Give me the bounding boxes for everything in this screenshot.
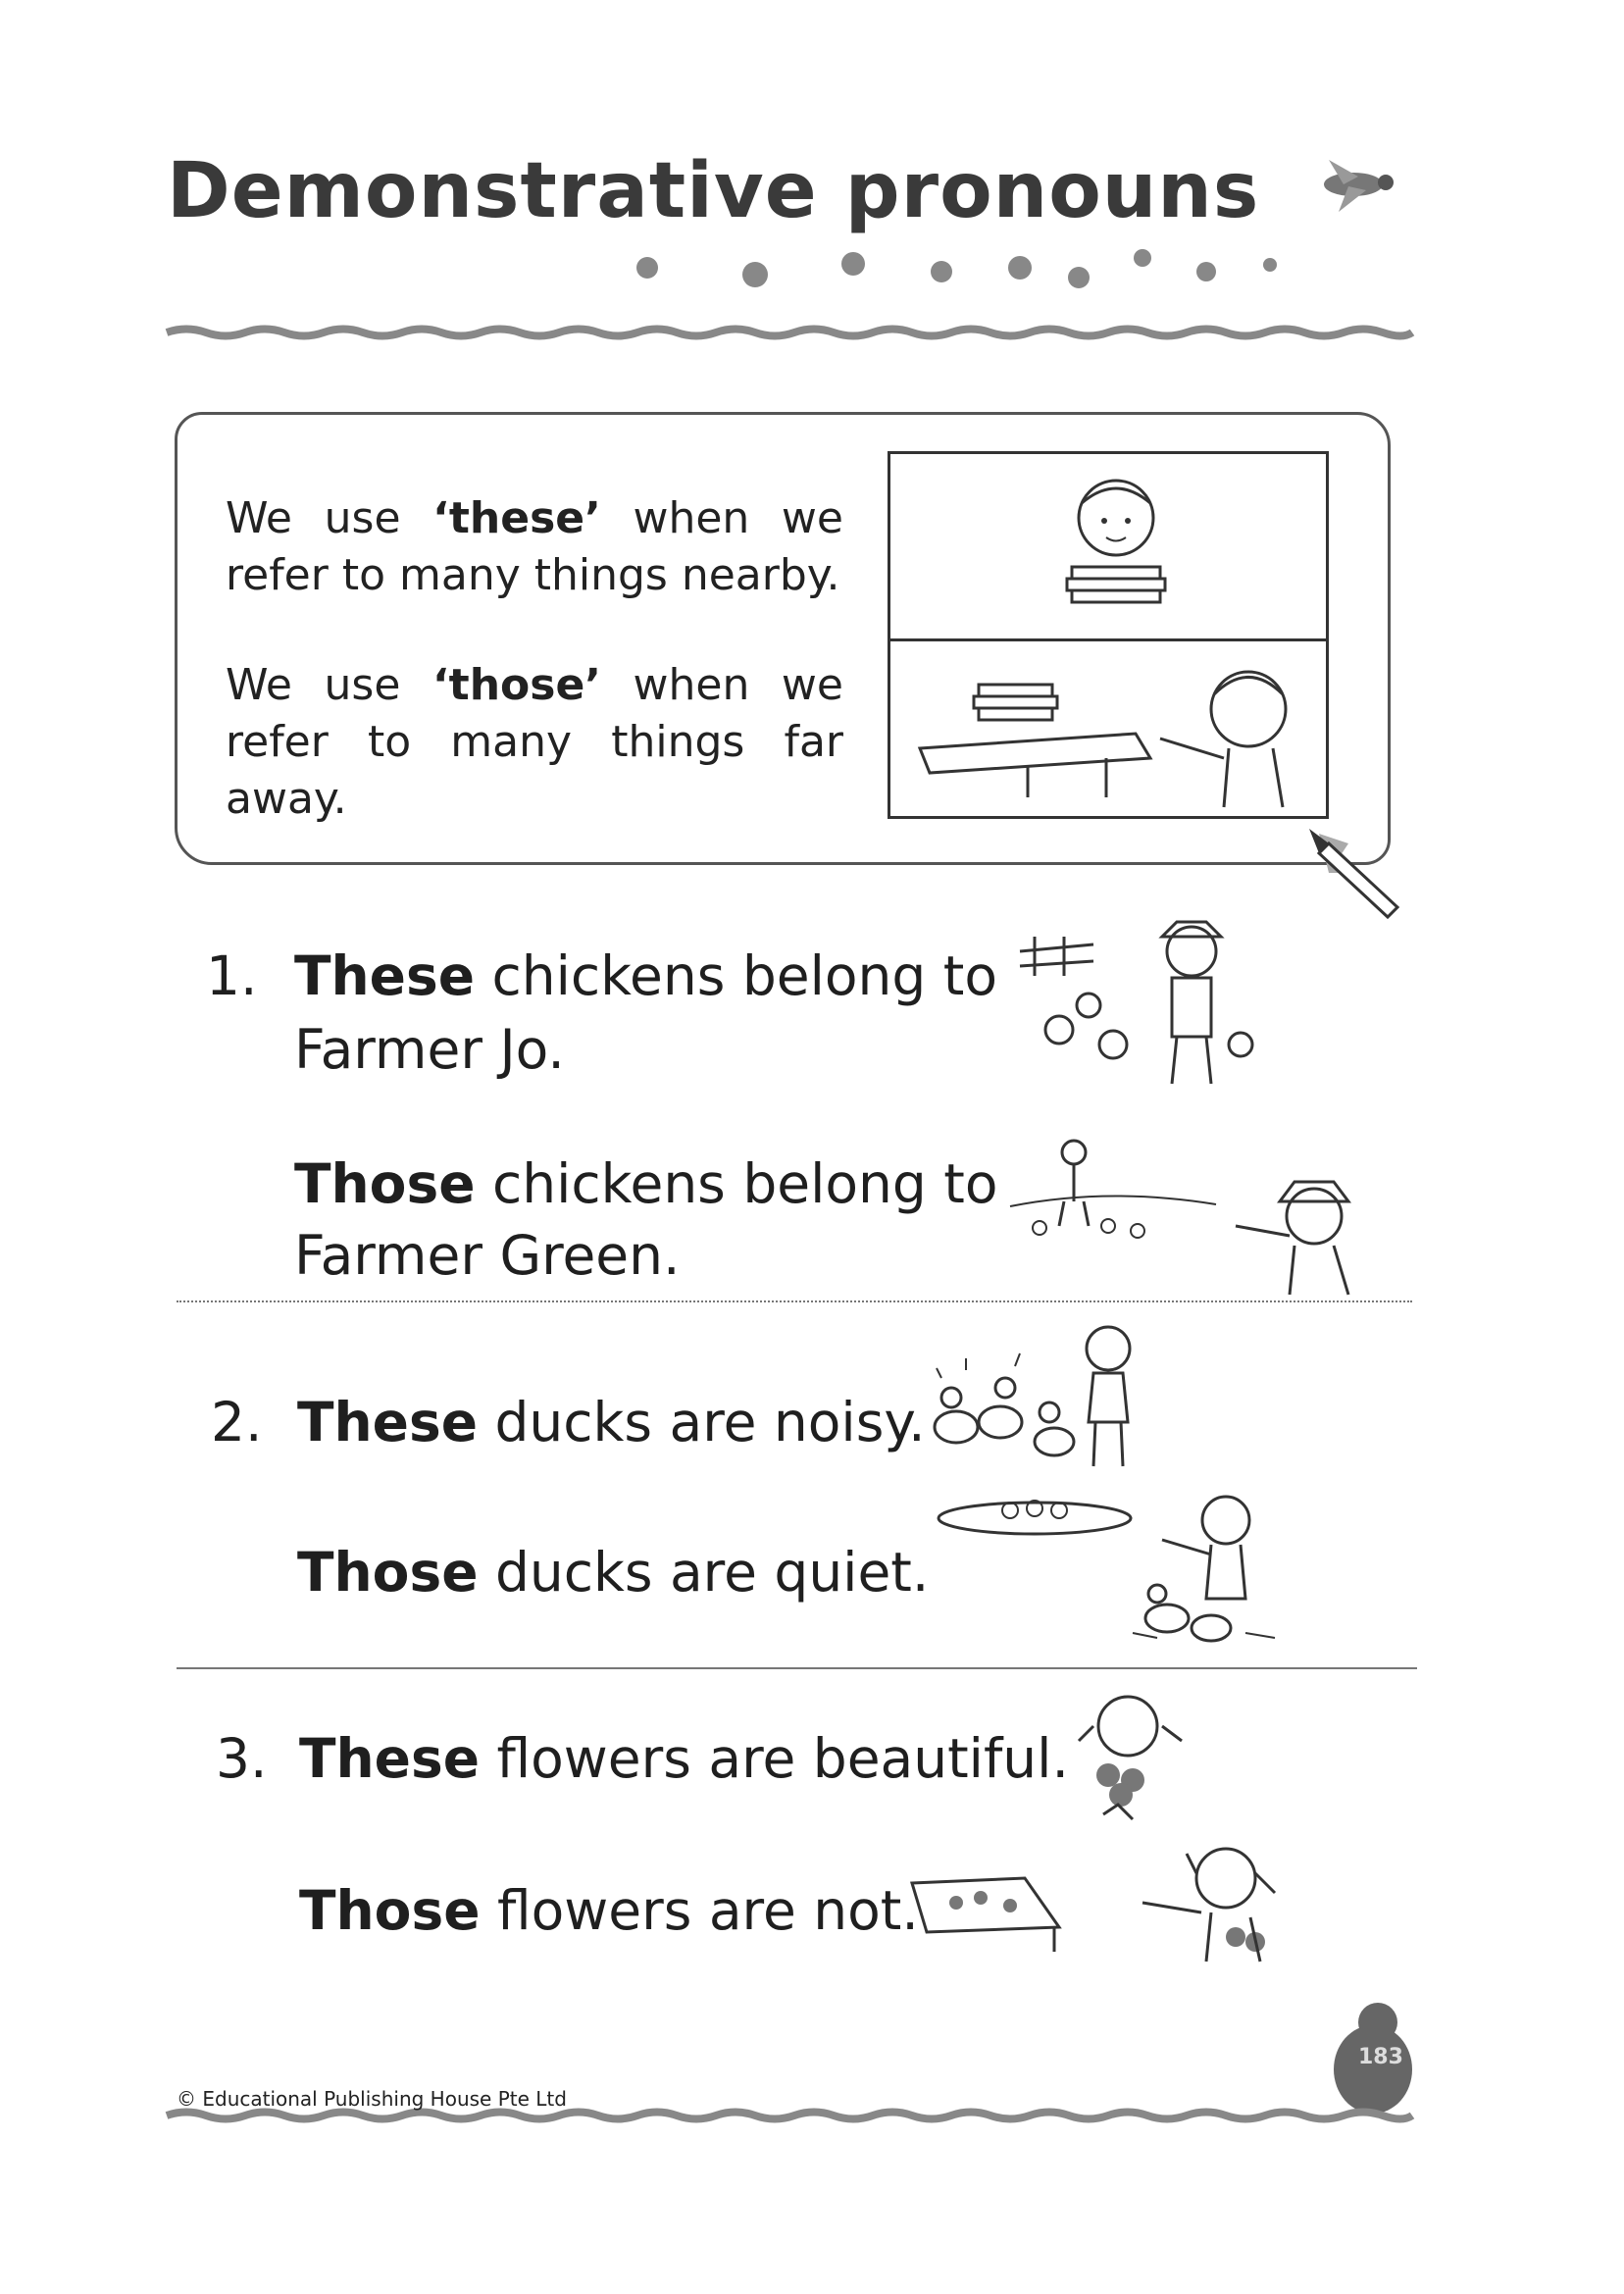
frame-divider [890,638,1326,641]
flower-icon [742,262,768,287]
item-1-these-sentence-cont: Farmer Jo. [294,1018,565,1081]
these-keyword: These [294,944,476,1007]
page-title: Demonstrative pronouns [167,147,1260,235]
flower-icon [931,261,952,282]
pencil-icon [1299,814,1417,922]
boy-holding-books-illustration [1028,474,1204,621]
item-3-number: 3. [216,1727,268,1790]
illustration-frame [888,451,1329,819]
those-keyword: Those [299,1879,481,1942]
page-number: 183 [1358,2045,1403,2069]
airplane-icon [1309,155,1397,214]
those-explanation: We use ‘those’ when we refer to many things far away. [226,660,843,824]
item-3-these-sentence: These flowers are beautiful. [299,1727,1069,1790]
those-keyword: Those [294,1152,476,1215]
these-keyword: ‘these’ [432,493,601,543]
flower-trail [618,240,1304,299]
those-keyword: Those [297,1541,479,1604]
copyright-footer: © Educational Publishing House Pte Ltd [177,2087,567,2111]
item-3-those-sentence: Those flowers are not. [299,1879,919,1942]
item-1-number: 1. [206,944,258,1007]
these-keyword: These [297,1391,479,1453]
these-explanation: We use ‘these’ when we refer to many things nearby. [226,493,843,600]
flower-icon [1263,258,1277,272]
girl-pointing-at-flowers-illustration [1128,1834,1285,1966]
item-1-those-sentence: Those chickens belong to [294,1152,998,1215]
ducks-in-pond-illustration [937,1491,1138,1540]
boy-with-noisy-ducks-illustration [927,1319,1152,1471]
item-2-those-sentence: Those ducks are quiet. [297,1541,930,1604]
boy-pointing-at-quiet-ducks-illustration [1128,1491,1280,1653]
bottom-divider [167,2109,1412,2122]
flower-icon [1008,256,1032,280]
item-1-these-sentence: These chickens belong to [294,944,997,1007]
flower-icon [841,252,865,276]
flower-icon [1134,249,1151,267]
item-1-those-sentence-cont: Farmer Green. [294,1224,681,1287]
flowers-on-table-illustration [907,1868,1064,1952]
item-separator [177,1667,1417,1669]
these-keyword: These [299,1727,481,1790]
item-2-number: 2. [211,1391,263,1453]
farmer-pointing-at-distant-chickens-illustration [1010,1128,1383,1300]
top-divider [167,326,1412,339]
item-2-these-sentence: These ducks are noisy. [297,1391,926,1453]
farmer-with-chickens-illustration [1015,907,1250,1089]
girl-with-flowers-illustration [1064,1687,1196,1824]
boy-pointing-at-books-illustration [910,650,1312,812]
flower-icon [1068,267,1090,288]
flower-icon [1196,262,1216,281]
those-keyword: ‘those’ [431,660,602,710]
item-separator [177,1300,1412,1302]
flower-icon [636,257,658,279]
